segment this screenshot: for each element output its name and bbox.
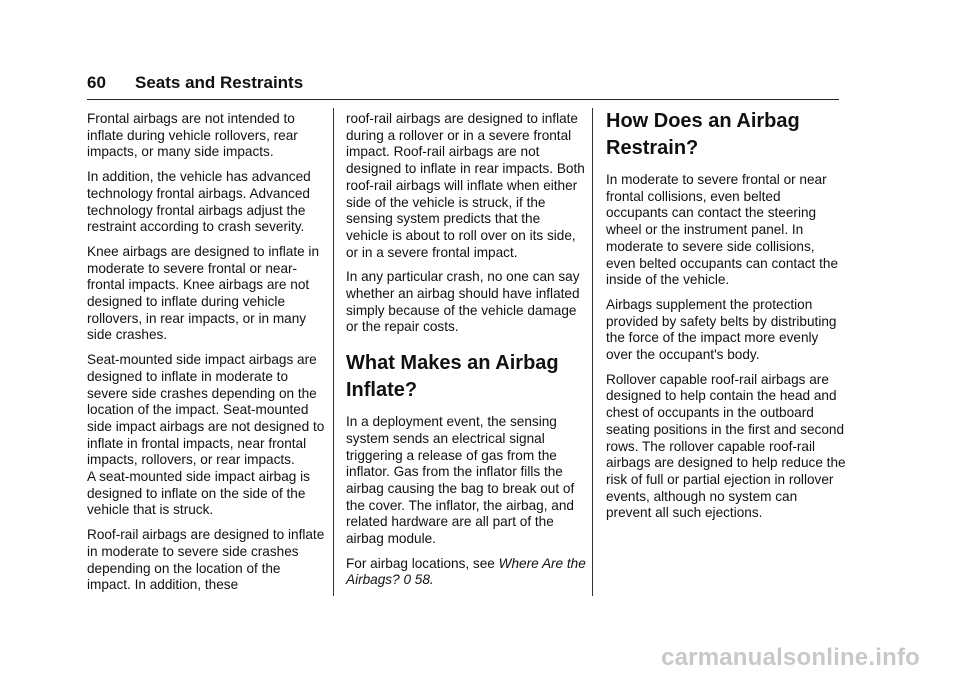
column-3 [606, 108, 846, 530]
section-heading: What Makes an Airbag Inflate? [346, 352, 559, 402]
paragraph: In any particular crash, no one can say whether an airbag should have inflated simply because of the vehicle damage or the repair costs. [346, 269, 580, 335]
paragraph: Rollover capable roof-rail airbags are designed to help contain the head and chest of occupants in the outboard seating positions in the first and second rows. The rollover capable roof-rail airbags are designed to help reduce the risk of full or partial ejection in rollover events, although no system can prevent all such ejections. [606, 371, 846, 521]
column-divider [592, 108, 593, 596]
header-rule [87, 99, 839, 100]
column-divider [333, 108, 334, 596]
page-ref-icon: 0 [403, 572, 411, 588]
section-title: Seats and Restraints [135, 73, 304, 92]
ref-link[interactable]: Where Are the Airbags? [346, 555, 586, 588]
page-number: 60 [87, 73, 106, 92]
cross-reference [346, 556, 586, 589]
column-1 [87, 111, 327, 602]
section-heading: How Does an Airbag Restrain? [606, 110, 800, 159]
paragraph: Knee airbags are designed to inflate in moderate to severe frontal or near-frontal impacts. Knee airbags are not designed to inflate during vehicle rollovers, in rear impacts, or in many side crashes. [87, 243, 320, 343]
paragraph: roof-rail airbags are designed to inflate during a rollover or in a severe frontal impact. Roof-rail airbags are not designed to inflate in rear impacts. Both roof-rail airbags will inflate when either side of the vehicle is struck, if the sensing system predicts that the vehicle is about to roll over on its side, or in a severe frontal impact. [346, 111, 585, 260]
paragraph: In a deployment event, the sensing system sends an electrical signal triggering a release of gas from the inflator. Gas from the inflator fills the airbag causing the bag to break out of the cover. The inflator, the airbag, and related hardware are all part of the airbag module. [346, 414, 575, 547]
column-2 [346, 111, 586, 597]
paragraph: Airbags supplement the protection provided by safety belts by distributing the force of the impact more evenly over the occupant's body. [606, 296, 837, 363]
page-header [87, 73, 839, 93]
paragraph: In moderate to severe frontal or near frontal collisions, even belted occupants can contact the steering wheel or the instrument panel. In moderate to severe side collisions, even belted occupants can contact the inside of the vehicle. [606, 172, 839, 288]
paragraph: In addition, the vehicle has advanced technology frontal airbags. Advanced technology frontal airbags adjust the restraint according to crash severity. [87, 169, 311, 235]
ref-suffix: . [429, 572, 434, 588]
ref-prefix: For airbag locations, see [346, 555, 499, 571]
paragraph: Roof-rail airbags are designed to inflate in moderate to severe side crashes depending on the location of the impact. In addition, these [87, 527, 325, 593]
paragraph: Frontal airbags are not intended to inflate during vehicle rollovers, rear impacts, or many side impacts. [87, 111, 298, 160]
ref-page[interactable]: 58 [414, 572, 430, 588]
watermark: carmanualsonline.info [661, 644, 920, 671]
paragraph: Seat-mounted side impact airbags are designed to inflate in moderate to severe side crashes depending on the location of the impact. Seat-mounted side impact airbags are not designed to inflate in frontal impacts, near frontal impacts, rollovers, or rear impacts. A seat-mounted side impact airbag is designed to inflate on the side of the vehicle that is struck. [87, 352, 325, 518]
